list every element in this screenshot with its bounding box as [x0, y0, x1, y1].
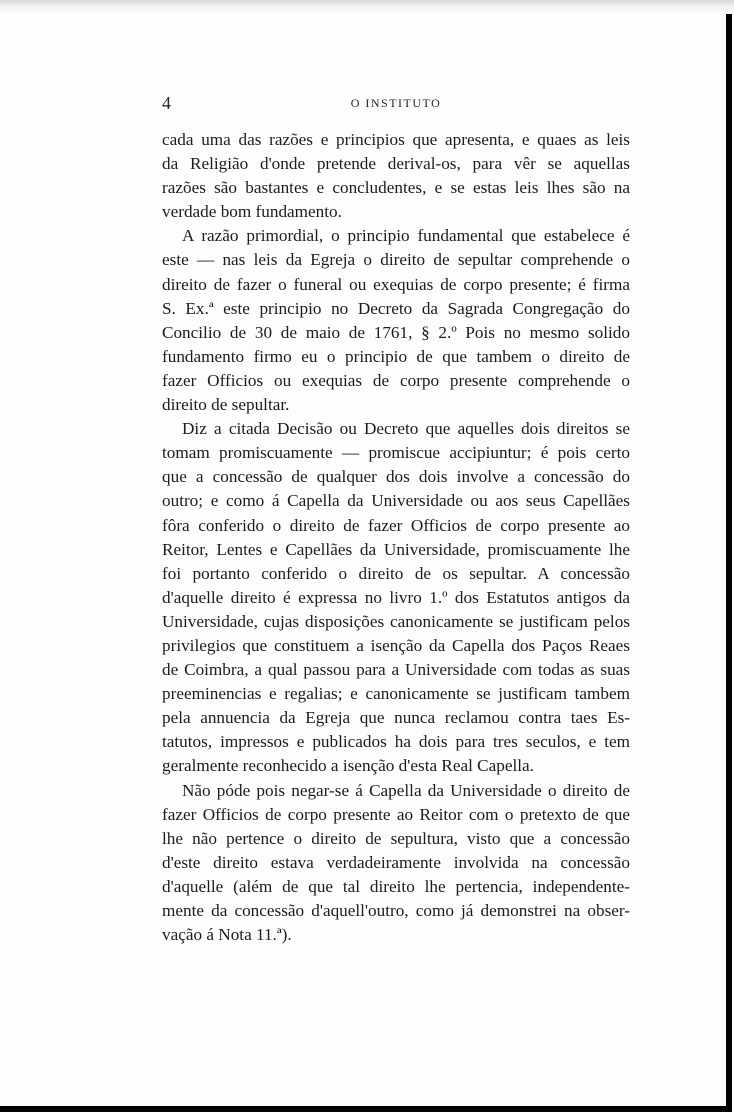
- text-line: de Coimbra, a qual passou para a Universidade com todas as suas: [162, 660, 630, 680]
- text-line: outro; e como á Capella da Universidade ou aos seus Capellães: [162, 491, 630, 511]
- text-line: Universidade, cujas disposições canonicamente se justificam pelos: [162, 611, 630, 631]
- text-line: que a concessão de qualquer dos dois involve a concessão do: [162, 467, 630, 487]
- text-line: Não póde pois negar-se á Capella da Universidade o direito de: [182, 780, 630, 800]
- text-line: A razão primordial, o principio fundamental que estabelece é: [182, 226, 630, 246]
- text-line: direito de fazer o funeral ou exequias de corpo presente; é firma: [162, 274, 630, 294]
- text-line: mente da concessão d'aquell'outro, como já demonstrei na obser-: [162, 901, 630, 920]
- text-line: privilegios que constituem a isenção da Capella dos Paços Reaes: [162, 635, 630, 655]
- text-line: tatutos, impressos e publicados ha dois para tres seculos, e tem: [162, 732, 630, 752]
- running-head: O INSTITUTO: [350, 96, 442, 110]
- text-line: d'este direito estava verdadeiramente involvida na concessão: [162, 852, 630, 872]
- text-line: da Religião d'onde pretende derival-os, para vêr se aquellas: [162, 154, 630, 174]
- text-line: Diz a citada Decisão ou Decreto que aquelles dois direitos se: [182, 419, 630, 439]
- text-line: fundamento firmo eu o principio de que tambem o direito de: [162, 346, 630, 366]
- text-line: tomam promiscuamente — promiscue accipiuntur; é pois certo: [162, 443, 630, 463]
- text-line: preeminencias e regalias; e canonicamente se justificam tambem: [162, 684, 630, 704]
- text-line: S. Ex.ª este principio no Decreto da Sagrada Congregação do: [162, 298, 630, 318]
- text-line: direito de sepultar.: [162, 395, 290, 415]
- text-line: d'aquelle (além de que tal direito lhe pertencia, independente-: [162, 876, 630, 896]
- text-line: geralmente reconhecido a isenção d'esta Real Capella.: [162, 756, 534, 776]
- text-line: d'aquelle direito é expressa no livro 1.º dos Estatutos antigos da: [162, 587, 630, 607]
- text-line: lhe não pertence o direito de sepultura, visto que a concessão: [162, 828, 630, 848]
- text-line: fazer Officios de corpo presente ao Reitor com o pretexto de que: [162, 804, 630, 824]
- body-text: [162, 128, 630, 947]
- scan-edge: [0, 0, 734, 14]
- text-line: Reitor, Lentes e Capellães da Universidade, promiscuamente lhe: [162, 539, 630, 559]
- text-line: foi portanto conferido o direito de os sepultar. A concessão: [162, 563, 630, 583]
- text-line: razões são bastantes e concludentes, e se estas leis lhes são na: [162, 178, 630, 198]
- text-line: fôra conferido o direito de fazer Officios de corpo presente ao: [162, 515, 630, 535]
- text-line: cada uma das razões e principios que apresenta, e quaes as leis: [162, 130, 630, 149]
- text-line: pela annuencia da Egreja que nunca reclamou contra taes Es-: [162, 708, 630, 728]
- page-header: [162, 93, 630, 115]
- text-line: este — nas leis da Egreja o direito de sepultar comprehende o: [162, 250, 630, 270]
- page-number: 4: [162, 93, 171, 113]
- text-line: Concilio de 30 de maio de 1761, § 2.º Pois no mesmo solido: [162, 322, 630, 342]
- text-line: verdade bom fundamento.: [162, 202, 342, 222]
- text-line: fazer Officios ou exequias de corpo presente comprehende o: [162, 370, 630, 390]
- text-line: vação á Nota 11.ª).: [162, 925, 292, 945]
